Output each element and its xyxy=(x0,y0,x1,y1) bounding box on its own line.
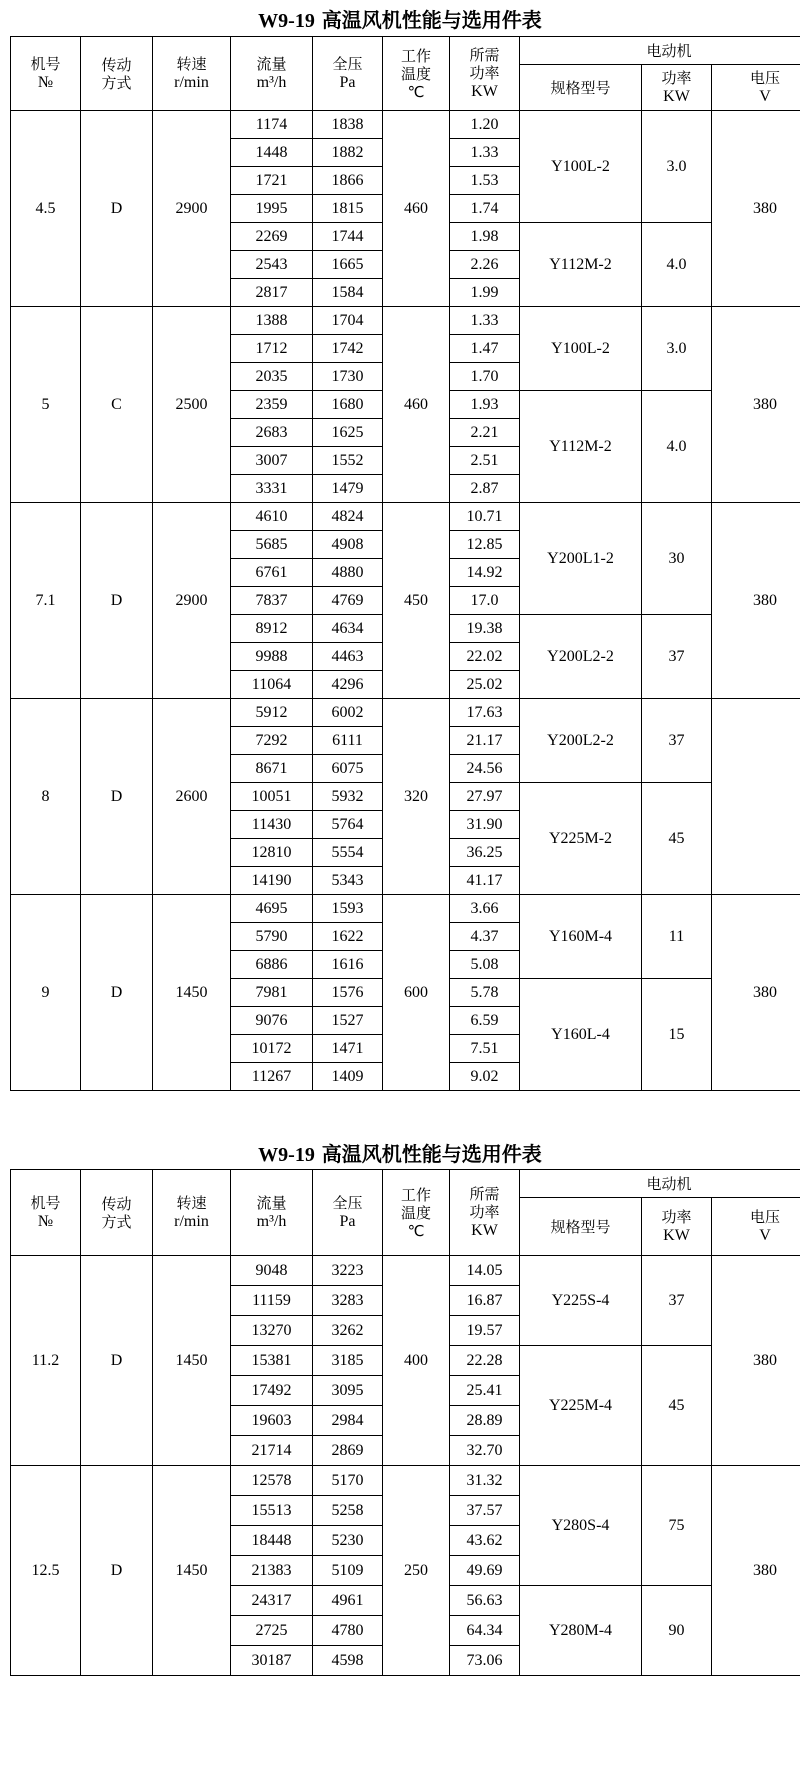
voltage-cell: 380 xyxy=(712,1466,800,1676)
required-power-cell: 16.87 xyxy=(450,1286,520,1316)
required-power-cell: 73.06 xyxy=(450,1646,520,1676)
header-voltage-2: V xyxy=(759,88,771,105)
required-power-cell: 1.33 xyxy=(450,307,520,335)
flow-cell: 12810 xyxy=(231,839,313,867)
pressure-cell: 5764 xyxy=(313,811,383,839)
temperature-cell: 450 xyxy=(383,503,450,699)
pressure-cell: 1742 xyxy=(313,335,383,363)
header-press-cn: 全压 xyxy=(332,1194,363,1212)
flow-cell: 17492 xyxy=(231,1376,313,1406)
flow-cell: 14190 xyxy=(231,867,313,895)
required-power-cell: 4.37 xyxy=(450,923,520,951)
header-pressure xyxy=(313,37,383,111)
flow-cell: 2817 xyxy=(231,279,313,307)
pressure-cell: 3185 xyxy=(313,1346,383,1376)
pressure-cell: 4769 xyxy=(313,587,383,615)
pressure-cell: 1704 xyxy=(313,307,383,335)
motor-model-cell: Y225M-2 xyxy=(520,783,642,895)
motor-model-cell: Y225M-4 xyxy=(520,1346,642,1466)
required-power-cell: 1.93 xyxy=(450,391,520,419)
flow-cell: 5912 xyxy=(231,699,313,727)
header-flow-cn: 流量 xyxy=(256,55,287,73)
flow-cell: 1712 xyxy=(231,335,313,363)
header-speed-en: r/min xyxy=(174,1213,209,1230)
required-power-cell: 25.41 xyxy=(450,1376,520,1406)
machine-no-cell: 12.5 xyxy=(11,1466,81,1676)
motor-power-cell: 37 xyxy=(642,1256,712,1346)
header-flow xyxy=(231,1170,313,1256)
pressure-cell: 1576 xyxy=(313,979,383,1007)
motor-model-cell: Y100L-2 xyxy=(520,111,642,223)
header-temp-3: ℃ xyxy=(407,82,425,101)
header-power-1: 所需 xyxy=(469,1185,500,1203)
speed-cell: 1450 xyxy=(153,1466,231,1676)
header-power-1: 所需 xyxy=(469,46,500,64)
required-power-cell: 1.70 xyxy=(450,363,520,391)
required-power-cell: 43.62 xyxy=(450,1526,520,1556)
drive-type-cell: D xyxy=(81,1256,153,1466)
motor-model-cell: Y112M-2 xyxy=(520,223,642,307)
machine-no-cell: 11.2 xyxy=(11,1256,81,1466)
pressure-cell: 1409 xyxy=(313,1063,383,1091)
motor-power-cell: 45 xyxy=(642,783,712,895)
header-voltage-1: 电压 xyxy=(750,69,781,87)
required-power-cell: 56.63 xyxy=(450,1586,520,1616)
title-text: 高温风机性能与选用件表 xyxy=(314,1142,542,1166)
required-power-cell: 5.08 xyxy=(450,951,520,979)
table-row xyxy=(11,503,800,531)
required-power-cell: 28.89 xyxy=(450,1406,520,1436)
pressure-cell: 3283 xyxy=(313,1286,383,1316)
required-power-cell: 14.92 xyxy=(450,559,520,587)
speed-cell: 2900 xyxy=(153,111,231,307)
flow-cell: 11064 xyxy=(231,671,313,699)
required-power-cell: 3.66 xyxy=(450,895,520,923)
motor-model-cell: Y225S-4 xyxy=(520,1256,642,1346)
motor-model-cell: Y160M-4 xyxy=(520,895,642,979)
flow-cell: 4610 xyxy=(231,503,313,531)
header-press-en: Pa xyxy=(339,74,356,91)
header-no-cn: 机号 xyxy=(30,1194,61,1212)
header-power-3: KW xyxy=(471,83,498,100)
pressure-cell: 1593 xyxy=(313,895,383,923)
drive-type-cell: D xyxy=(81,503,153,699)
motor-power-cell: 30 xyxy=(642,503,712,615)
required-power-cell: 31.90 xyxy=(450,811,520,839)
flow-cell: 11159 xyxy=(231,1286,313,1316)
header-motor-power-2: KW xyxy=(663,88,690,105)
motor-power-cell: 15 xyxy=(642,979,712,1091)
header-motor-model: 规格型号 xyxy=(520,1198,642,1256)
flow-cell: 2269 xyxy=(231,223,313,251)
header-voltage-2: V xyxy=(759,1227,771,1244)
header-temperature xyxy=(383,37,450,111)
temperature-cell: 460 xyxy=(383,307,450,503)
title-text: 高温风机性能与选用件表 xyxy=(314,8,542,32)
flow-cell: 6761 xyxy=(231,559,313,587)
flow-cell: 11267 xyxy=(231,1063,313,1091)
pressure-cell: 1552 xyxy=(313,447,383,475)
required-power-cell: 17.63 xyxy=(450,699,520,727)
flow-cell: 10172 xyxy=(231,1035,313,1063)
pressure-cell: 2869 xyxy=(313,1436,383,1466)
header-temperature xyxy=(383,1170,450,1256)
pressure-cell: 1866 xyxy=(313,167,383,195)
required-power-cell: 2.87 xyxy=(450,475,520,503)
header-no-en: № xyxy=(37,1213,54,1230)
required-power-cell: 27.97 xyxy=(450,783,520,811)
flow-cell: 5685 xyxy=(231,531,313,559)
flow-cell: 2035 xyxy=(231,363,313,391)
pressure-cell: 1665 xyxy=(313,251,383,279)
pressure-cell: 1616 xyxy=(313,951,383,979)
motor-model-cell: Y112M-2 xyxy=(520,391,642,503)
header-temp-1: 工作 xyxy=(400,1185,431,1204)
required-power-cell: 1.47 xyxy=(450,335,520,363)
pressure-cell: 6111 xyxy=(313,727,383,755)
flow-cell: 7981 xyxy=(231,979,313,1007)
header-drive-1: 传动 xyxy=(101,55,132,74)
motor-power-cell: 37 xyxy=(642,615,712,699)
temperature-cell: 250 xyxy=(383,1466,450,1676)
header-temp-2: 温度 xyxy=(400,1203,431,1222)
header-motor-model: 规格型号 xyxy=(520,65,642,111)
pressure-cell: 1815 xyxy=(313,195,383,223)
required-power-cell: 24.56 xyxy=(450,755,520,783)
motor-power-cell: 4.0 xyxy=(642,391,712,503)
machine-no-cell: 8 xyxy=(11,699,81,895)
table-row xyxy=(11,111,800,139)
voltage-cell: 380 xyxy=(712,111,800,307)
page-title-1 xyxy=(0,4,800,33)
required-power-cell: 7.51 xyxy=(450,1035,520,1063)
pressure-cell: 4880 xyxy=(313,559,383,587)
pressure-cell: 5230 xyxy=(313,1526,383,1556)
flow-cell: 19603 xyxy=(231,1406,313,1436)
header-motor: 电动机 xyxy=(520,37,800,65)
motor-power-cell: 4.0 xyxy=(642,223,712,307)
speed-cell: 1450 xyxy=(153,1256,231,1466)
flow-cell: 6886 xyxy=(231,951,313,979)
header-drive-2: 方式 xyxy=(101,1212,132,1231)
flow-cell: 2683 xyxy=(231,419,313,447)
temperature-cell: 600 xyxy=(383,895,450,1091)
drive-type-cell: D xyxy=(81,895,153,1091)
header-motor-power-2: KW xyxy=(663,1227,690,1244)
pressure-cell: 1584 xyxy=(313,279,383,307)
motor-model-cell: Y200L2-2 xyxy=(520,699,642,783)
required-power-cell: 19.38 xyxy=(450,615,520,643)
motor-power-cell: 75 xyxy=(642,1466,712,1586)
required-power-cell: 25.02 xyxy=(450,671,520,699)
header-press-cn: 全压 xyxy=(332,55,363,73)
title-code: W9-19 xyxy=(258,1144,315,1166)
flow-cell: 1721 xyxy=(231,167,313,195)
flow-cell: 1448 xyxy=(231,139,313,167)
flow-cell: 1995 xyxy=(231,195,313,223)
voltage-cell: 380 xyxy=(712,307,800,503)
pressure-cell: 4463 xyxy=(313,643,383,671)
pressure-cell: 4780 xyxy=(313,1616,383,1646)
temperature-cell: 320 xyxy=(383,699,450,895)
header-flow-cn: 流量 xyxy=(256,1194,287,1212)
motor-power-cell: 3.0 xyxy=(642,307,712,391)
pressure-cell: 3262 xyxy=(313,1316,383,1346)
pressure-cell: 5258 xyxy=(313,1496,383,1526)
flow-cell: 1388 xyxy=(231,307,313,335)
flow-cell: 18448 xyxy=(231,1526,313,1556)
flow-cell: 11430 xyxy=(231,811,313,839)
required-power-cell: 10.71 xyxy=(450,503,520,531)
speed-cell: 2900 xyxy=(153,503,231,699)
machine-no-cell: 4.5 xyxy=(11,111,81,307)
header-flow-en: m³/h xyxy=(256,74,287,91)
machine-no-cell: 5 xyxy=(11,307,81,503)
header-power-2: 功率 xyxy=(469,64,500,82)
pressure-cell: 4296 xyxy=(313,671,383,699)
machine-no-cell: 9 xyxy=(11,895,81,1091)
drive-type-cell: D xyxy=(81,699,153,895)
required-power-cell: 5.78 xyxy=(450,979,520,1007)
flow-cell: 15513 xyxy=(231,1496,313,1526)
header-machine-no xyxy=(11,37,81,111)
pressure-cell: 1527 xyxy=(313,1007,383,1035)
table-row xyxy=(11,699,800,727)
header-motor-power-1: 功率 xyxy=(661,69,692,87)
required-power-cell: 12.85 xyxy=(450,531,520,559)
flow-cell: 9076 xyxy=(231,1007,313,1035)
drive-type-cell: D xyxy=(81,111,153,307)
flow-cell: 21714 xyxy=(231,1436,313,1466)
pressure-cell: 4824 xyxy=(313,503,383,531)
required-power-cell: 31.32 xyxy=(450,1466,520,1496)
motor-model-cell: Y200L1-2 xyxy=(520,503,642,615)
header-motor-power-1: 功率 xyxy=(661,1208,692,1226)
required-power-cell: 14.05 xyxy=(450,1256,520,1286)
required-power-cell: 1.33 xyxy=(450,139,520,167)
flow-cell: 8671 xyxy=(231,755,313,783)
pressure-cell: 5554 xyxy=(313,839,383,867)
pressure-cell: 1625 xyxy=(313,419,383,447)
flow-cell: 24317 xyxy=(231,1586,313,1616)
table-row xyxy=(11,895,800,923)
pressure-cell: 6002 xyxy=(313,699,383,727)
pressure-cell: 3223 xyxy=(313,1256,383,1286)
voltage-cell: 380 xyxy=(712,503,800,699)
header-speed-en: r/min xyxy=(174,74,209,91)
required-power-cell: 22.28 xyxy=(450,1346,520,1376)
flow-cell: 10051 xyxy=(231,783,313,811)
required-power-cell: 2.51 xyxy=(450,447,520,475)
flow-cell: 9048 xyxy=(231,1256,313,1286)
header-temp-1: 工作 xyxy=(400,46,431,65)
pressure-cell: 5170 xyxy=(313,1466,383,1496)
table-row xyxy=(11,307,800,335)
header-motor-power xyxy=(642,1198,712,1256)
motor-model-cell: Y160L-4 xyxy=(520,979,642,1091)
required-power-cell: 32.70 xyxy=(450,1436,520,1466)
pressure-cell: 2984 xyxy=(313,1406,383,1436)
required-power-cell: 6.59 xyxy=(450,1007,520,1035)
header-voltage xyxy=(712,65,800,111)
pressure-cell: 1471 xyxy=(313,1035,383,1063)
header-temp-3: ℃ xyxy=(407,1221,425,1240)
fan-performance-table-2 xyxy=(10,1169,800,1676)
header-speed xyxy=(153,1170,231,1256)
header-machine-no xyxy=(11,1170,81,1256)
pressure-cell: 1838 xyxy=(313,111,383,139)
required-power-cell: 2.21 xyxy=(450,419,520,447)
required-power-cell: 64.34 xyxy=(450,1616,520,1646)
header-required-power xyxy=(450,1170,520,1256)
drive-type-cell: C xyxy=(81,307,153,503)
required-power-cell: 1.99 xyxy=(450,279,520,307)
speed-cell: 2600 xyxy=(153,699,231,895)
flow-cell: 3331 xyxy=(231,475,313,503)
header-voltage-1: 电压 xyxy=(750,1208,781,1226)
title-code: W9-19 xyxy=(258,10,315,32)
flow-cell: 12578 xyxy=(231,1466,313,1496)
pressure-cell: 5932 xyxy=(313,783,383,811)
voltage-cell: 380 xyxy=(712,1256,800,1466)
header-flow-en: m³/h xyxy=(256,1213,287,1230)
header-required-power xyxy=(450,37,520,111)
header-drive xyxy=(81,1170,153,1256)
header-voltage xyxy=(712,1198,800,1256)
motor-model-cell: Y280S-4 xyxy=(520,1466,642,1586)
flow-cell: 4695 xyxy=(231,895,313,923)
pressure-cell: 1479 xyxy=(313,475,383,503)
motor-power-cell: 90 xyxy=(642,1586,712,1676)
flow-cell: 30187 xyxy=(231,1646,313,1676)
required-power-cell: 2.26 xyxy=(450,251,520,279)
header-drive-2: 方式 xyxy=(101,73,132,92)
pressure-cell: 6075 xyxy=(313,755,383,783)
machine-no-cell: 7.1 xyxy=(11,503,81,699)
required-power-cell: 17.0 xyxy=(450,587,520,615)
header-drive-1: 传动 xyxy=(101,1194,132,1213)
header-power-2: 功率 xyxy=(469,1203,500,1221)
header-speed-cn: 转速 xyxy=(176,55,207,73)
pressure-cell: 1730 xyxy=(313,363,383,391)
motor-model-cell: Y200L2-2 xyxy=(520,615,642,699)
pressure-cell: 1622 xyxy=(313,923,383,951)
required-power-cell: 1.20 xyxy=(450,111,520,139)
header-speed xyxy=(153,37,231,111)
temperature-cell: 460 xyxy=(383,111,450,307)
pressure-cell: 5343 xyxy=(313,867,383,895)
pressure-cell: 1680 xyxy=(313,391,383,419)
temperature-cell: 400 xyxy=(383,1256,450,1466)
required-power-cell: 9.02 xyxy=(450,1063,520,1091)
speed-cell: 1450 xyxy=(153,895,231,1091)
speed-cell: 2500 xyxy=(153,307,231,503)
pressure-cell: 4598 xyxy=(313,1646,383,1676)
header-no-cn: 机号 xyxy=(30,55,61,73)
required-power-cell: 22.02 xyxy=(450,643,520,671)
motor-power-cell: 45 xyxy=(642,1346,712,1466)
header-drive xyxy=(81,37,153,111)
motor-model-cell: Y280M-4 xyxy=(520,1586,642,1676)
header-motor: 电动机 xyxy=(520,1170,800,1198)
header-row xyxy=(11,1170,800,1198)
header-temp-2: 温度 xyxy=(400,64,431,83)
required-power-cell: 49.69 xyxy=(450,1556,520,1586)
flow-cell: 3007 xyxy=(231,447,313,475)
flow-cell: 2725 xyxy=(231,1616,313,1646)
flow-cell: 9988 xyxy=(231,643,313,671)
pressure-cell: 4961 xyxy=(313,1586,383,1616)
pressure-cell: 4908 xyxy=(313,531,383,559)
header-power-3: KW xyxy=(471,1222,498,1239)
pressure-cell: 1744 xyxy=(313,223,383,251)
motor-power-cell: 3.0 xyxy=(642,111,712,223)
flow-cell: 21383 xyxy=(231,1556,313,1586)
required-power-cell: 36.25 xyxy=(450,839,520,867)
motor-model-cell: Y100L-2 xyxy=(520,307,642,391)
motor-power-cell: 11 xyxy=(642,895,712,979)
flow-cell: 5790 xyxy=(231,923,313,951)
header-flow xyxy=(231,37,313,111)
flow-cell: 8912 xyxy=(231,615,313,643)
required-power-cell: 1.53 xyxy=(450,167,520,195)
pressure-cell: 1882 xyxy=(313,139,383,167)
flow-cell: 13270 xyxy=(231,1316,313,1346)
fan-performance-table-1 xyxy=(10,36,800,1091)
page-title-2 xyxy=(0,1138,800,1167)
flow-cell: 1174 xyxy=(231,111,313,139)
header-press-en: Pa xyxy=(339,1213,356,1230)
flow-cell: 2543 xyxy=(231,251,313,279)
header-speed-cn: 转速 xyxy=(176,1194,207,1212)
flow-cell: 7292 xyxy=(231,727,313,755)
required-power-cell: 19.57 xyxy=(450,1316,520,1346)
motor-power-cell: 37 xyxy=(642,699,712,783)
header-no-en: № xyxy=(37,74,54,91)
header-pressure xyxy=(313,1170,383,1256)
voltage-cell xyxy=(712,699,800,895)
required-power-cell: 1.74 xyxy=(450,195,520,223)
required-power-cell: 41.17 xyxy=(450,867,520,895)
table-row xyxy=(11,1466,800,1496)
header-motor-power xyxy=(642,65,712,111)
drive-type-cell: D xyxy=(81,1466,153,1676)
required-power-cell: 1.98 xyxy=(450,223,520,251)
pressure-cell: 3095 xyxy=(313,1376,383,1406)
pressure-cell: 4634 xyxy=(313,615,383,643)
flow-cell: 2359 xyxy=(231,391,313,419)
voltage-cell: 380 xyxy=(712,895,800,1091)
flow-cell: 7837 xyxy=(231,587,313,615)
required-power-cell: 37.57 xyxy=(450,1496,520,1526)
required-power-cell: 21.17 xyxy=(450,727,520,755)
header-row xyxy=(11,37,800,65)
table-row xyxy=(11,1256,800,1286)
flow-cell: 15381 xyxy=(231,1346,313,1376)
pressure-cell: 5109 xyxy=(313,1556,383,1586)
